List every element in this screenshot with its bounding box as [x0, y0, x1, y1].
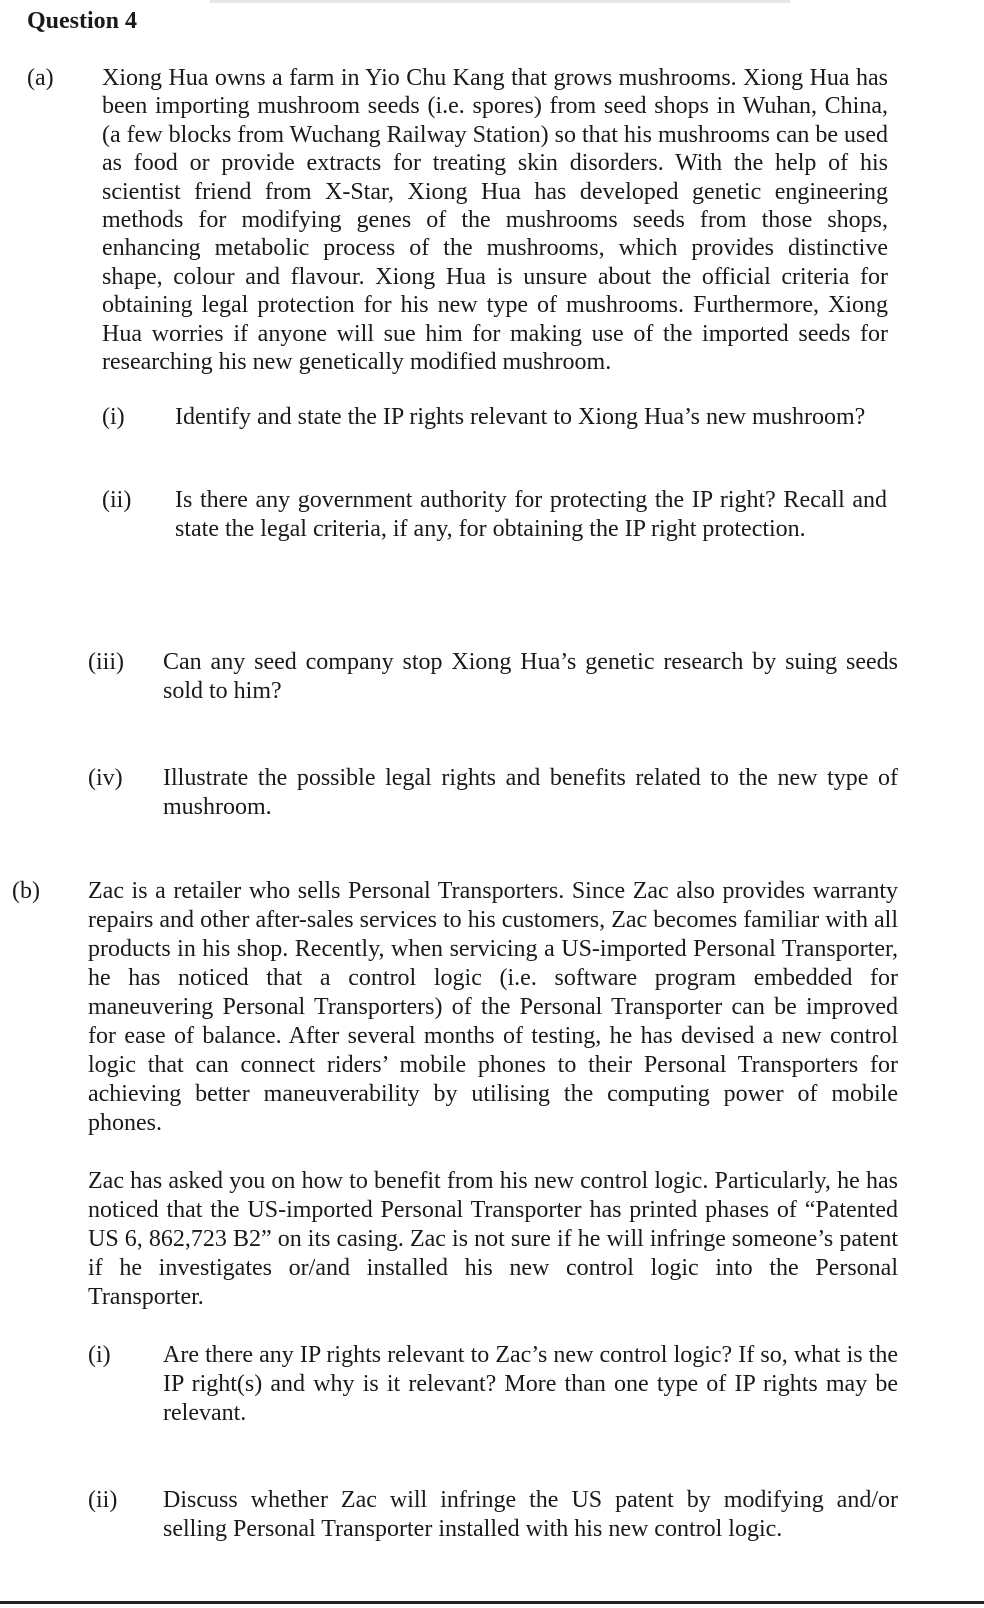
part-a-q1-label: (i): [102, 404, 125, 430]
part-b-paragraph-1: Zac is a retailer who sells Personal Transporters. Since Zac also provides warranty repairs and other after-sales services to his customers, Zac becomes familiar with all products in his shop. Recently, when servicing a US-imported Personal Transporter, he has noticed that a control logic (i.e. software program embedded for maneuvering Personal Transporters) of the Personal Transporter can be improved for ease of balance. After several months of testing, he has devised a new control logic that can connect riders’ mobile phones to their Personal Transporters for achieving better maneuverability by utilising the computing power of mobile phones.: [88, 878, 898, 1136]
part-b-q1-label: (i): [88, 1342, 111, 1368]
part-a-q2-text: Is there any government authority for protecting the IP right? Recall and state the legal criteria, if any, for obtaining the IP right protection.: [175, 487, 887, 542]
part-a-paragraph: Xiong Hua owns a farm in Yio Chu Kang that grows mushrooms. Xiong Hua has been importing mushroom seeds (i.e. spores) from seed shops in Wuhan, China, (a few blocks from Wuchang Railway Station) so that his mushrooms can be used as food or provide extracts for treating skin disorders. With the help of his scientist friend from X-Star, Xiong Hua has developed genetic engineering methods for modifying genes of the mushrooms seeds from those shops, enhancing metabolic process of the mushrooms, which provides distinctive shape, colour and flavour. Xiong Hua is unsure about the official criteria for obtaining legal protection for his new type of mushrooms. Furthermore, Xiong Hua worries if anyone will sue him for making use of the imported seeds for researching his new genetically modified mushroom.: [102, 65, 888, 376]
part-a-q3-label: (iii): [88, 649, 124, 675]
part-a-label: (a): [27, 65, 54, 91]
part-a-q3-text: Can any seed company stop Xiong Hua’s genetic research by suing seeds sold to him?: [163, 649, 898, 704]
top-divider: [210, 0, 790, 3]
part-a-q1-text: Identify and state the IP rights relevant to Xiong Hua’s new mushroom?: [175, 404, 866, 430]
part-b-q1-text: Are there any IP rights relevant to Zac’s new control logic? If so, what is the IP right(s) and why is it relevant? More than one type of IP rights may be relevant.: [163, 1342, 898, 1426]
part-b-q2-label: (ii): [88, 1487, 118, 1513]
part-b-label: (b): [12, 878, 40, 904]
part-a-q2-label: (ii): [102, 487, 132, 513]
part-b-q2-text: Discuss whether Zac will infringe the US patent by modifying and/or selling Personal Transporter installed with his new control logic.: [163, 1487, 898, 1542]
part-a-q4-text: Illustrate the possible legal rights and benefits related to the new type of mushroom.: [163, 765, 898, 820]
part-a-q4-label: (iv): [88, 765, 123, 791]
question-title: Question 4: [27, 8, 138, 34]
part-b-paragraph-2: Zac has asked you on how to benefit from his new control logic. Particularly, he has noticed that the US-imported Personal Transporter has printed phases of “Patented US 6, 862,723 B2” on its casing. Zac is not sure if he will infringe someone’s patent if he investigates or/and installed his new control logic into the Personal Transporter.: [88, 1168, 898, 1310]
bottom-divider: [0, 1601, 984, 1604]
